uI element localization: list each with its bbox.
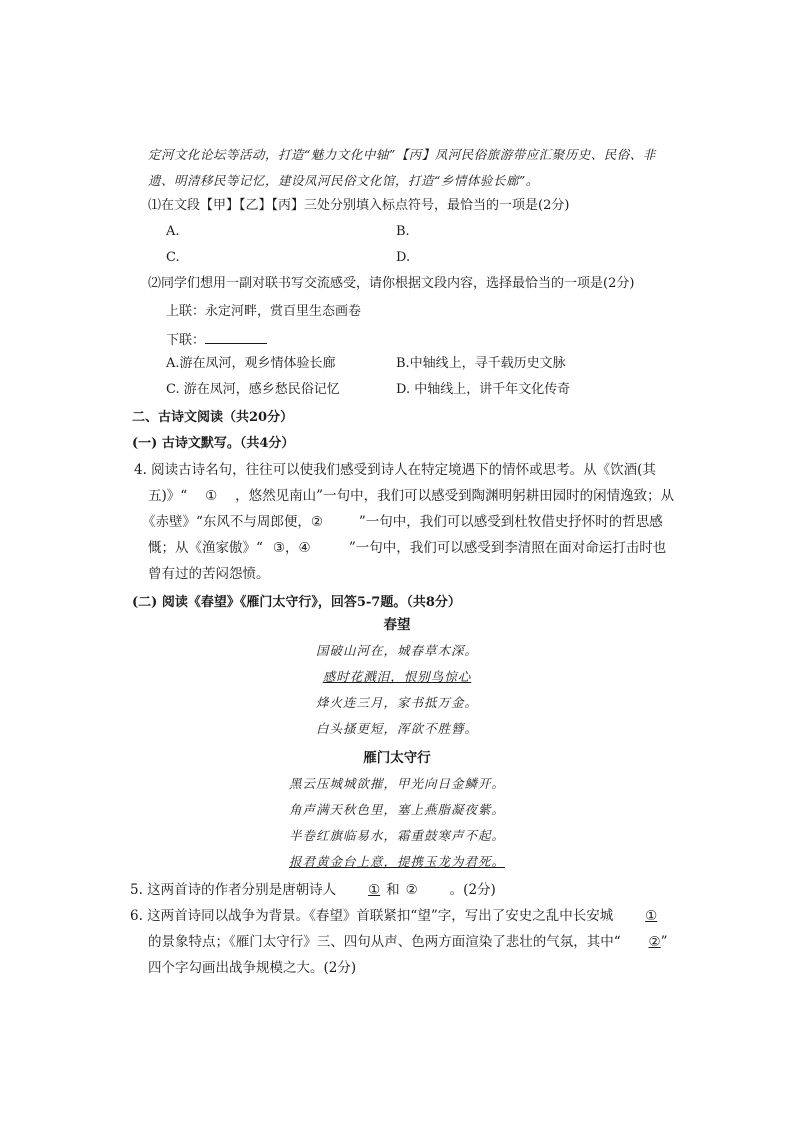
question-1-option-a[interactable]: A. xyxy=(166,224,180,239)
question-4-line-4: 慨；从《渔家傲》“ ③，④ ”一句中，我们可以感受到李清照在面对命运打击时也 xyxy=(148,540,667,556)
poem-1-line-4: 白头搔更短，浑欲不胜簪。 xyxy=(315,721,478,736)
section-heading: 二、古诗文阅读（共20分） xyxy=(132,410,294,425)
couplet-lower-label: 下联： xyxy=(166,333,206,348)
question-2-option-d[interactable]: D. 中轴线上，讲千年文化传奇 xyxy=(396,382,571,397)
question-6-line-2: 的景象特点；《雁门太守行》三、四句从声、色两方面渲染了悲壮的气氛，其中“ ②” xyxy=(148,934,668,950)
blank-marker-2[interactable]: ② xyxy=(310,514,324,530)
poem-2-line-3: 半卷红旗临易水，霜重鼓寒声不起。 xyxy=(288,828,505,843)
q6-blank-1[interactable]: ① xyxy=(645,908,658,924)
poem-2-line-2: 角声满天秋色里，塞上燕脂凝夜紫。 xyxy=(288,802,505,817)
question-4-line-1: 4. 阅读古诗名句，往往可以使我们感受到诗人在特定境遇下的情怀或思考。从《饮酒(其 xyxy=(134,462,656,478)
question-4-line-3: 《赤壁》“东风不与周郎便，② ”一句中，我们可以感受到杜牧借史抒怀时的哲思感 xyxy=(142,514,663,530)
poem-2-line-1: 黑云压城城欲摧，甲光向日金鳞开。 xyxy=(288,776,505,791)
question-1-stem: ⑴在文段【甲】【乙】【丙】三处分别填入标点符号，最恰当的一项是(2分) xyxy=(148,198,570,213)
couplet-upper: 上联：永定河畔，赏百里生态画卷 xyxy=(166,304,362,319)
passage-line-1: 定河文化论坛等活动，打造“魅力文化中轴”【丙】凤河民俗旅游带应汇聚历史、民俗、非 xyxy=(148,147,656,162)
question-5: 5. 这两首诗的作者分别是唐朝诗人 ① 和 ② 。(2分) xyxy=(130,882,496,898)
q5-blank-2[interactable]: ② xyxy=(405,882,418,898)
passage-line-2: 遗、明清移民等记忆，建设凤河民俗文化馆，打造“乡情体验长廊”。 xyxy=(148,173,539,188)
question-2-option-b[interactable]: B.中轴线上，寻千载历史文脉 xyxy=(396,356,566,371)
subsection-heading-1: (一) 古诗文默写。（共4分） xyxy=(132,436,295,451)
poem-1-line-2: 感时花溅泪，恨别鸟惊心 xyxy=(322,669,472,684)
blank-marker-1[interactable]: ① xyxy=(205,488,218,504)
couplet-lower xyxy=(166,329,267,350)
couplet-lower-blank[interactable] xyxy=(205,329,267,344)
question-2-option-a[interactable]: A.游在凤河，观乡情体验长廊 xyxy=(166,356,336,371)
question-1-option-b[interactable]: B. xyxy=(396,224,410,239)
question-6-line-1: 6. 这两首诗同以战争为背景。《春望》首联紧扣“望”字，写出了安史之乱中长安城 ① xyxy=(130,908,658,924)
question-2-stem: ⑵同学们想用一副对联书写交流感受，请你根据文段内容，选择最恰当的一项是(2分) xyxy=(148,276,635,291)
question-6-line-3: 四个字勾画出战争规模之大。(2分) xyxy=(148,960,357,976)
poem-2-line-4: 报君黄金台上意，提携玉龙为君死。 xyxy=(288,854,505,869)
question-1-option-c[interactable]: C. xyxy=(166,250,180,265)
poem-1-line-3: 烽火连三月，家书抵万金。 xyxy=(315,695,478,710)
poem-1-line-1: 国破山河在，城春草木深。 xyxy=(315,643,478,658)
question-1-option-d[interactable]: D. xyxy=(396,250,411,265)
q5-blank-1[interactable]: ① xyxy=(368,882,381,898)
blank-marker-3-4[interactable]: ③，④ xyxy=(272,540,311,556)
poem-2-title: 雁门太守行 xyxy=(363,750,431,766)
poem-1-title: 春望 xyxy=(383,617,411,633)
subsection-heading-2: (二) 阅读《春望》《雁门太守行》，回答5-7题。（共8分） xyxy=(132,595,461,610)
question-2-option-c[interactable]: C. 游在凤河，感乡愁民俗记忆 xyxy=(166,382,340,397)
question-4-line-5: 曾有过的苦闷怨愤。 xyxy=(148,566,270,582)
q6-blank-2[interactable]: ② xyxy=(648,934,661,950)
question-4-line-2: 五)》“ ① ，悠然见南山”一句中，我们可以感受到陶渊明躬耕田园时的闲情逸致；从 xyxy=(148,488,675,504)
